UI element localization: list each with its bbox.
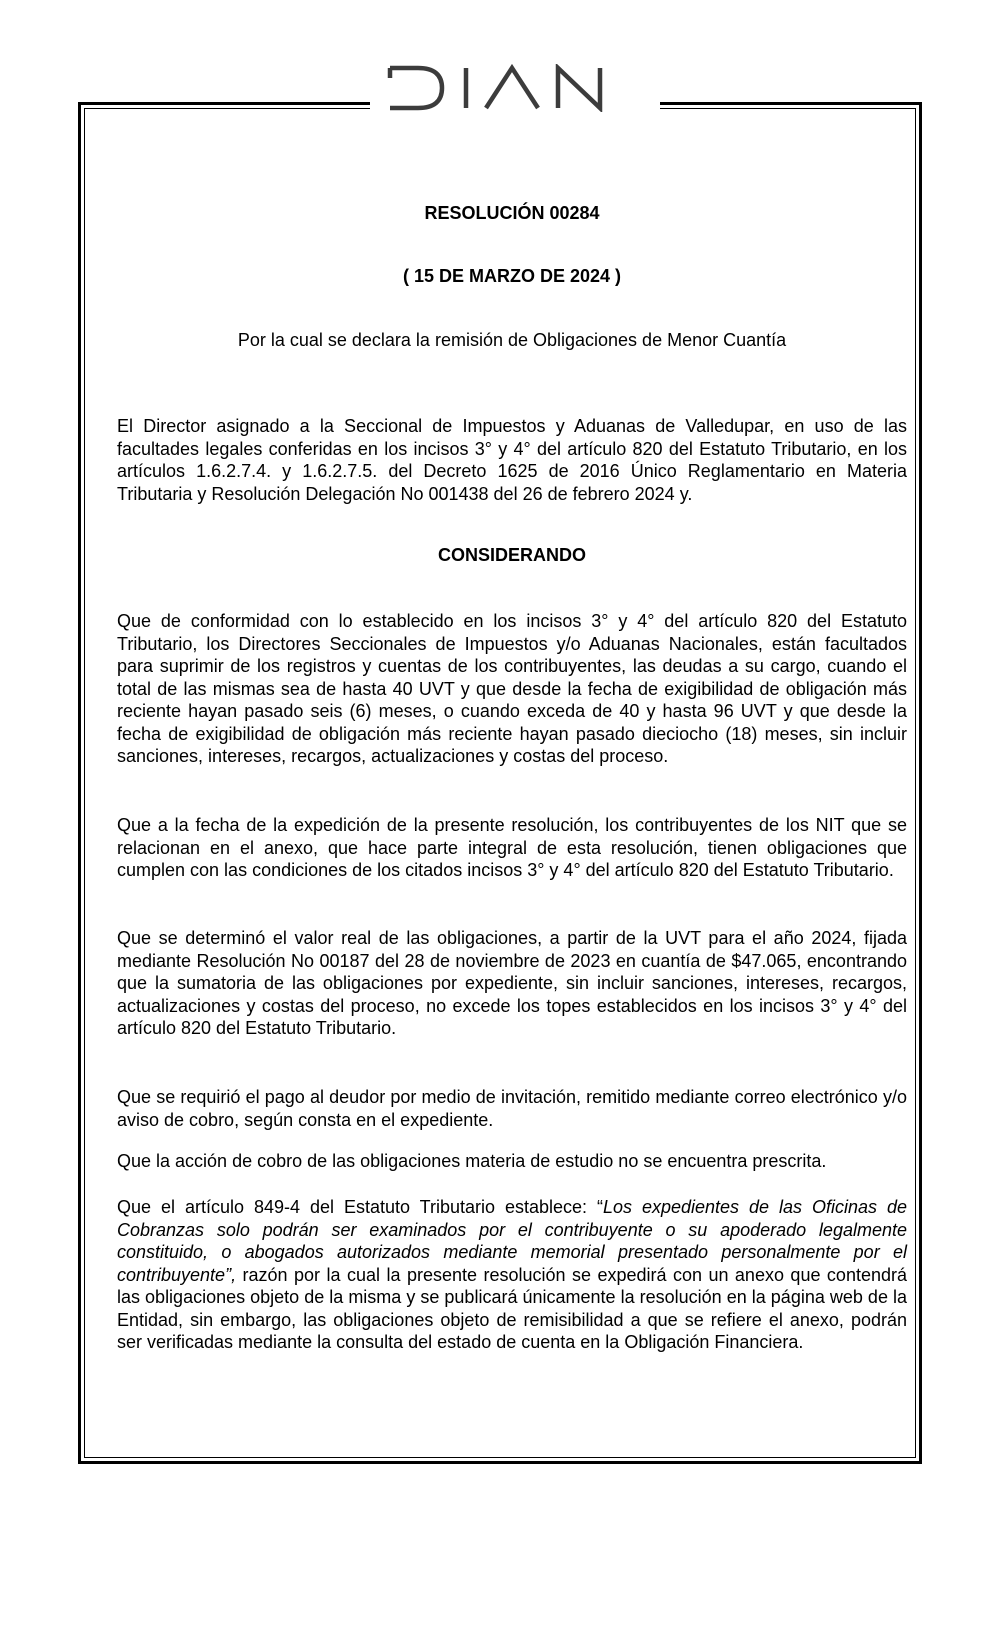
paragraph-6-tail: razón por la cual la presente resolución se expedirá con un anexo que contendrá las obligaciones objeto de la misma y se publicará únicamente la resolución en la página web de la Entidad, sin embargo, las obligaciones objeto de remisibilidad a que se refiere el anexo, podrán ser verificadas mediante la consulta del estado de cuenta en la Obligación Financiera. — [117, 1264, 907, 1352]
paragraph-2: Que a la fecha de la expedición de la presente resolución, los contribuyentes de los NIT que se relacionan en el anexo, que hace parte integral de esta resolución, tienen obligaciones que cumplen con las condiciones de los citados incisos 3° y 4° del artículo 820 del Estatuto Tributario. — [117, 815, 907, 880]
paragraph-4: Que se requirió el pago al deudor por medio de invitación, remitido mediante correo electrónico y/o aviso de cobro, según consta en el expediente. — [117, 1087, 907, 1130]
resolution-subject: Por la cual se declara la remisión de Obligaciones de Menor Cuantía — [237, 330, 787, 350]
dian-logo — [384, 64, 644, 112]
intro-paragraph: El Director asignado a la Seccional de Impuestos y Aduanas de Valledupar, en uso de las facultades legales conferidas en los incisos 3° y 4° del artículo 820 del Estatuto Tributario, en los artículos 1.6.2.7.4. y 1.6.2.7.5. del Decreto 1625 de 2016 Único Reglamentario en Materia Tributaria y Resolución Delegación No 001438 del 26 de febrero 2024 y. — [117, 416, 907, 504]
paragraph-1: Que de conformidad con lo establecido en los incisos 3° y 4° del artículo 820 del Estatuto Tributario, los Directores Seccionales de Impuestos y/o Aduanas Nacionales, están facultados para suprimir de los registros y cuentas de los contribuyentes, las deudas a su cargo, cuando el total de las mismas sea de hasta 40 UVT y que desde la fecha de exigibilidad de obligación más reciente hayan pasado seis (6) meses, o cuando exceda de 40 y hasta 96 UVT y que desde la fecha de exigibilidad de obligación más reciente hayan pasado dieciocho (18) meses, sin incluir sanciones, intereses, recargos, actualizaciones y costas del proceso. — [117, 611, 907, 766]
paragraph-6 — [117, 1196, 907, 1354]
paragraph-6-quote: Los expedientes de las Oficinas de Cobranzas solo podrán ser examinados por el contribuyente o su apoderado legalmente constituido, o abogados autorizados mediante memorial presentado personalmente por el contribuyente”, — [117, 1197, 907, 1285]
paragraph-5: Que la acción de cobro de las obligaciones materia de estudio no se encuentra prescrita. — [117, 1151, 827, 1171]
considerando-heading: CONSIDERANDO — [437, 545, 586, 565]
resolution-date: ( 15 DE MARZO DE 2024 ) — [402, 266, 622, 286]
resolution-title: RESOLUCIÓN 00284 — [424, 203, 600, 223]
paragraph-6-lead: Que el artículo 849-4 del Estatuto Tributario establece: “ — [117, 1197, 603, 1217]
paragraph-3: Que se determinó el valor real de las obligaciones, a partir de la UVT para el año 2024, fijada mediante Resolución No 00187 del 28 de noviembre de 2023 en cuantía de $47.065, encontrando que la sumatoria de las obligaciones por expediente, sin incluir sanciones, intereses, recargos, actualizaciones y costas del proceso, no excede los topes establecidos en los incisos 3° y 4° del artículo 820 del Estatuto Tributario. — [117, 928, 907, 1038]
